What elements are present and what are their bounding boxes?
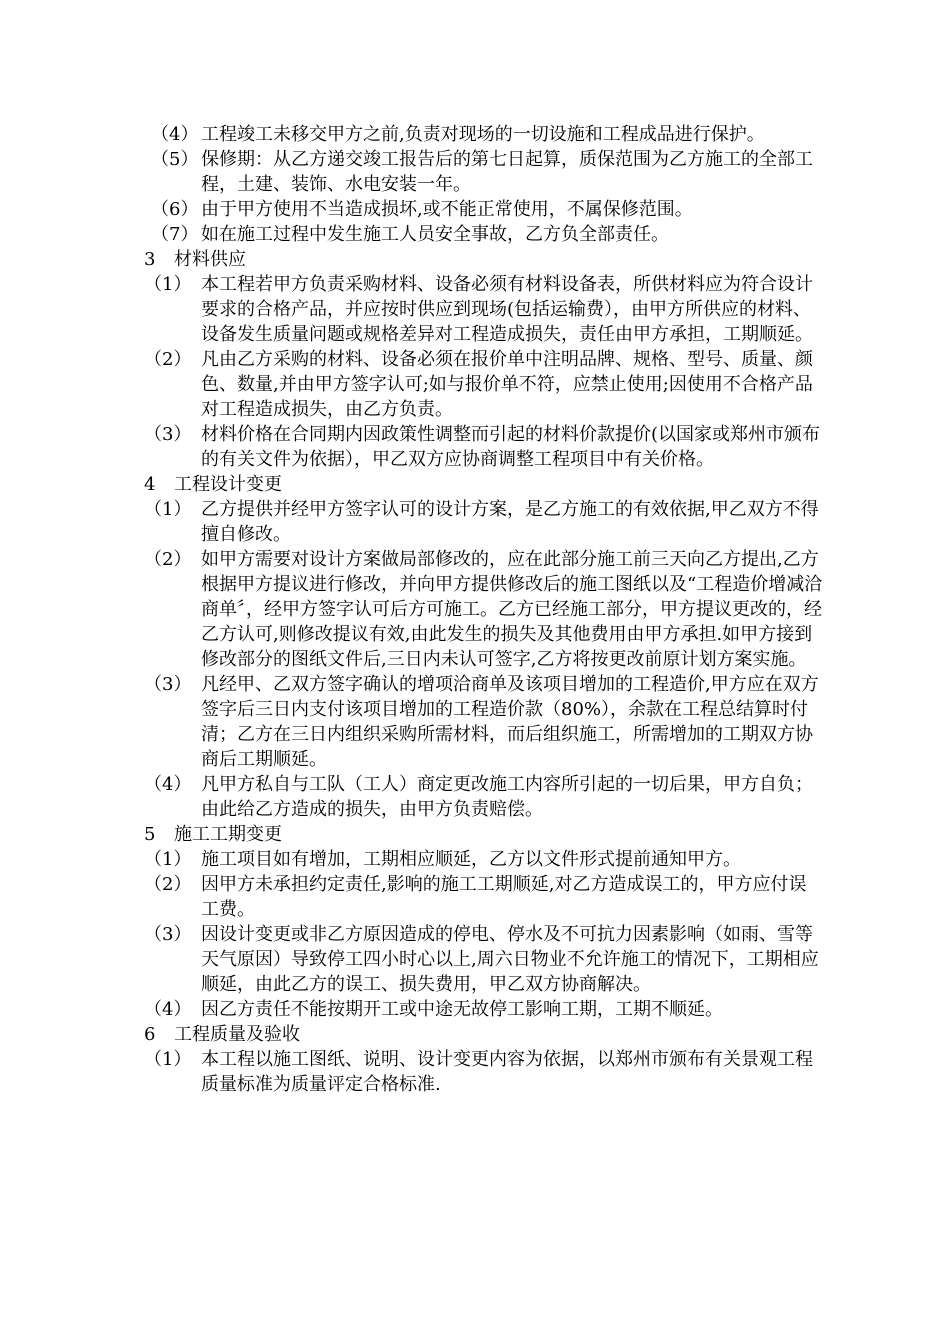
clause-item [144,772,824,822]
clause-number: （6） [151,199,199,220]
clause-text: 材料价格在合同期内因政策性调整而引起的材料价款提价(以国家或郑州市颁布的有关文件为依据），甲乙双方应协商调整工程项目中有关价格。 [201,424,821,470]
clause-text: 凡经甲、乙双方签字确认的增项洽商单及该项目增加的工程造价,甲方应在双方签字后三日内支付该项目增加的工程造价款（80%），余款在工程总结算时付清；乙方在三日内组织采购所需材料，而后组织施工，所需增加的工期双方协商后工期顺延。 [201,674,819,770]
clause-text: 凡由乙方采购的材料、设备必须在报价单中注明品牌、规格、型号、质量、颜色、数量,并由甲方签字认可;如与报价单不符，应禁止使用;因使用不合格产品对工程造成损失，由乙方负责。 [201,349,813,420]
section-title: 工程质量及验收 [174,1024,300,1045]
clause-item [144,872,824,922]
clause-number: （3） [144,924,192,945]
clause-text: 本工程以施工图纸、说明、设计变更内容为依据，以郑州市颁布有关景观工程质量标准为质量评定合格标准. [201,1049,813,1095]
section-number: 6 [144,1024,156,1045]
clause-item [144,122,824,147]
clause-text: 因设计变更或非乙方原因造成的停电、停水及不可抗力因素影响（如雨、雪等天气原因）导致停工四小时心以上,周六日物业不允许施工的情况下，工期相应顺延，由此乙方的误工、损失费用，甲乙双方协商解决。 [201,924,819,995]
clause-text: 凡甲方私自与工队（工人）商定更改施工内容所引起的一切后果，甲方自负；由此给乙方造成的损失，由甲方负责赔偿。 [201,774,813,820]
clause-number: （1） [144,849,192,870]
clause-item [144,847,824,872]
clause-number: （4） [151,124,199,145]
clause-item [144,997,824,1022]
clause-text: 如甲方需要对设计方案做局部修改的，应在此部分施工前三天向乙方提出,乙方根据甲方提议进行修改，并向甲方提供修改后的施工图纸以及“工程造价增减洽商单〞，经甲方签字认可后方可施工。乙方已经施工部分，甲方提议更改的，经乙方认可,则修改提议有效,由此发生的损失及其他费用由甲方承担.如甲方接到修改部分的图纸文件后,三日内未认可签字,乙方将按更改前原计划方案实施。 [201,549,823,670]
section-number: 4 [144,474,156,495]
clause-item [144,422,824,472]
clause-number: （1） [144,274,192,295]
document-body [144,122,824,1097]
clause-number: （5） [151,149,199,170]
clause-item [144,1047,824,1097]
clause-number: （3） [144,424,192,445]
section-heading [144,822,824,847]
clause-item [144,547,824,672]
clause-number: （7） [151,224,199,245]
clause-item [144,272,824,347]
clause-item [144,672,824,772]
section-title: 材料供应 [174,249,246,270]
clause-number: （2） [144,549,192,570]
clause-item [144,347,824,422]
clause-number: （2） [144,874,192,895]
clause-number: （3） [144,674,192,695]
clause-text: 工程竣工未移交甲方之前,负责对现场的一切设施和工程成品进行保护。 [201,124,765,145]
section-number: 3 [144,249,156,270]
section-heading [144,247,824,272]
clause-item [144,197,824,222]
clause-text: 因甲方未承担约定责任,影响的施工工期顺延,对乙方造成误工的，甲方应付误工费。 [201,874,807,920]
clause-number: （1） [144,499,192,520]
clause-item [144,222,824,247]
section-heading [144,472,824,497]
section-heading [144,1022,824,1047]
clause-item [144,147,824,197]
clause-text: 如在施工过程中发生施工人员安全事故，乙方负全部责任。 [201,224,669,245]
clause-text: 本工程若甲方负责采购材料、设备必须有材料设备表，所供材料应为符合设计要求的合格产品，并应按时供应到现场(包括运输费），由甲方所供应的材料、设备发生质量问题或规格差异对工程造成损失，责任由甲方承担，工期顺延。 [201,274,813,345]
clause-item [144,497,824,547]
clause-text: 因乙方责任不能按期开工或中途无故停工影响工期，工期不顺延。 [201,999,723,1020]
clause-text: 保修期：从乙方递交竣工报告后的第七日起算，质保范围为乙方施工的全部工程，土建、装饰、水电安装一年。 [201,149,813,195]
clause-text: 由于甲方使用不当造成损坏,或不能正常使用，不属保修范围。 [201,199,693,220]
section-title: 工程设计变更 [174,474,282,495]
section-title: 施工工期变更 [174,824,282,845]
section-number: 5 [144,824,156,845]
clause-number: （1） [144,1049,192,1070]
clause-text: 施工项目如有增加，工期相应顺延，乙方以文件形式提前通知甲方。 [201,849,741,870]
clause-number: （4） [144,999,192,1020]
clause-text: 乙方提供并经甲方签字认可的设计方案，是乙方施工的有效依据,甲乙双方不得擅自修改。 [201,499,819,545]
clause-item [144,922,824,997]
clause-number: （4） [144,774,192,795]
clause-number: （2） [144,349,192,370]
